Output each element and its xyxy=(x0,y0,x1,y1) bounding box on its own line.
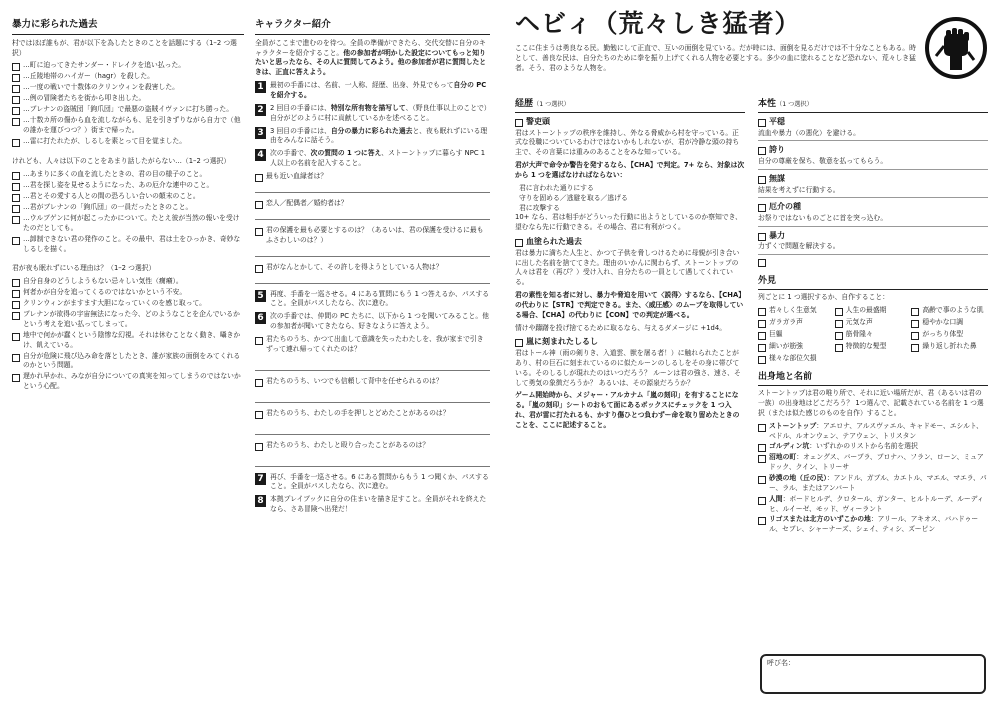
nature-custom[interactable] xyxy=(758,257,988,267)
checkbox[interactable] xyxy=(835,344,843,352)
traits-column xyxy=(758,96,988,536)
checkbox[interactable] xyxy=(12,194,20,202)
checkbox[interactable] xyxy=(255,379,263,387)
question-option-text: 恋人／配偶者／婚約者は？ xyxy=(266,198,348,207)
step-number: 4 xyxy=(255,149,266,161)
checkbox[interactable] xyxy=(758,320,766,328)
checkbox[interactable] xyxy=(12,279,20,287)
step-4 xyxy=(255,149,490,169)
violent-past-column xyxy=(12,18,244,393)
deed-option[interactable] xyxy=(12,116,244,136)
checkbox[interactable] xyxy=(255,174,263,182)
rumor-option[interactable] xyxy=(12,170,244,180)
night-option-text: クリンウィンがますます大胆になっていくのを感じ取って。 xyxy=(23,299,206,308)
question-option-text: 君たちのうち、いつでも信頼して背中を任せられるのは？ xyxy=(266,376,443,385)
playbook-intro: ここに住まうは勇良なる民。勤勉にして正直で、互いの面倒を見ている。だが時には、面倒を見るだけでは不十分なこともある。時として、善良な民は、自分たちのために拳を振り上げてくれる人物を必要とする。多少の血に塗れることなど恐れない、荒々しき猛者。そう、君のような人物を。 xyxy=(515,44,916,73)
deed-option[interactable] xyxy=(12,105,244,115)
night-option-text: 何者かが自分を追ってくるのではないかという不安。 xyxy=(23,288,187,297)
nature-name: 厄介の種 xyxy=(769,202,801,212)
background-text: 君は暴力に満ちた人生と、かつて子供を脅しつけるために母親が引き合いに出した名前を捨ててきた。理由のいかんに関わらず、ストーントップの人々は君を（再び？）受け入れ、自分たちの一員として遇してくれている。 xyxy=(515,248,740,287)
checkbox[interactable] xyxy=(758,176,766,184)
nature-text: 結果を考えずに行動する。 xyxy=(758,185,840,194)
deed-option-text: …一度の戦いで十数体のクリンウィンを殺害した。 xyxy=(23,83,179,92)
background-move: 君が大声で命令か警告を発するなら、【CHA】で判定。7+ なら、対象は次から 1 つを選ばなければならない： xyxy=(515,161,745,180)
nature-text: 流血や暴力（の悪化）を避ける。 xyxy=(758,128,860,137)
step-7: 7 再び、手番を一巡させる。6 にある質問からもう 1 つ聞くか、パスすること。全員がパスしたなら、次に進む。 xyxy=(255,473,490,493)
step-text-bold: 自分の暴力に彩られた過去 xyxy=(330,126,413,135)
question-option[interactable] xyxy=(255,441,490,451)
checkbox[interactable] xyxy=(12,107,20,115)
looks-option-text: 繰り返し折れた鼻 xyxy=(922,342,977,351)
looks-option-text: 高齢で事のような肌 xyxy=(922,306,984,315)
deeds-list xyxy=(12,61,244,147)
checkbox[interactable] xyxy=(255,201,263,209)
origin-heading: 出身地と名前 xyxy=(758,371,988,386)
looks-option[interactable] xyxy=(911,330,988,340)
checkbox[interactable] xyxy=(758,424,766,432)
checkbox[interactable] xyxy=(758,344,766,352)
origin-names: ボードヒルデ、クロタール、ガンター、ヒルトルーデ、ルーディヒ、ルイーゼ、モッド、ヴィーラント xyxy=(769,494,984,513)
night-option[interactable] xyxy=(12,310,244,330)
checkbox[interactable] xyxy=(12,96,20,104)
looks-options xyxy=(758,306,988,365)
checkbox[interactable] xyxy=(12,118,20,126)
nature-list xyxy=(758,116,988,255)
question-option[interactable] xyxy=(255,199,490,209)
step-text-bold: 次の質問の 1 つに答え xyxy=(310,149,382,158)
looks-intro: 列ごとに 1 つ選択するか、自作すること： xyxy=(758,293,889,302)
checkbox[interactable] xyxy=(911,308,919,316)
origin-text: リゴスまたは北方のいずこかの地：アリール、アキオス、バハドゥール、セブレ、シャーナーズ、シェイ、ティシ、ズーピン xyxy=(769,515,979,534)
nature-option[interactable] xyxy=(758,116,988,128)
origin-text: 砂漠の地（丘の民）：アンドル、ガブル、カエトル、マエル、マエラ、パー、ラル、またはアンバート xyxy=(769,474,987,492)
step4-questions xyxy=(255,172,490,284)
nature-text: 力ずくで問題を解決する。 xyxy=(758,242,840,251)
rumor-option[interactable] xyxy=(12,214,244,234)
step-text xyxy=(270,127,490,147)
night-option-text: 自分自身のどうしようもない忌々しい気性（癇癪）。 xyxy=(23,277,183,286)
background-move-option: 君に言われた通りにする xyxy=(519,183,594,192)
deed-option[interactable] xyxy=(12,94,244,104)
background-name: 血塗られた過去 xyxy=(526,237,582,247)
step-text xyxy=(270,81,490,101)
looks-option[interactable] xyxy=(758,342,835,352)
looks-option[interactable] xyxy=(911,318,988,328)
checkbox[interactable] xyxy=(12,354,20,362)
but-intro: けれども、人々は以下のことをあまり話したがらない…（1–2 つ選択） xyxy=(12,157,231,166)
checkbox[interactable] xyxy=(12,333,20,341)
background-column xyxy=(515,96,745,434)
origin-names: アンドル、ガブル、カエトル、マエル、マエラ、パー、ラル、またはアンバート xyxy=(769,474,987,492)
looks-option[interactable] xyxy=(758,330,835,340)
looks-option-text: ガラガラ声 xyxy=(769,318,803,327)
nature-option[interactable] xyxy=(758,144,988,156)
question-option[interactable] xyxy=(255,226,490,246)
looks-option-text: 穏やかな口調 xyxy=(922,318,964,327)
question-option-text: 君の保護を最も必要とするのは？（あるいは、君の保護を受けるに最もふさわしいのは？） xyxy=(266,225,484,244)
deed-option[interactable] xyxy=(12,72,244,82)
checkbox[interactable] xyxy=(835,308,843,316)
rumor-option-text: …卸制できない君の発作のこと。その最中、君は土をひっかき、奇妙なしるしを描く。 xyxy=(23,234,241,253)
checkbox[interactable] xyxy=(12,205,20,213)
step6-questions xyxy=(255,335,490,467)
step-text-plain: 2 回目の手番には、 xyxy=(270,103,331,112)
nature-name: 無謀 xyxy=(769,173,785,183)
background-move-option: 君に攻撃する xyxy=(519,203,560,212)
origin-names: オェングス、バーブラ、ブロナハ、フラン、ローン、ミュアドック、クイン、トリーサ xyxy=(769,453,984,472)
origin-text: 沼地の町：オェングス、バーブラ、ブロナハ、フラン、ローン、ミュアドック、クイン、トリーサ xyxy=(769,453,984,472)
origin-text: 人間：ボードヒルデ、クロタール、ガンター、ヒルトルーデ、ルーディヒ、ルイーゼ、モッド、ヴィーラント xyxy=(769,494,984,513)
background-name: 警吏頭 xyxy=(526,117,550,127)
intro-column xyxy=(255,18,490,518)
steps-1-4 xyxy=(255,81,490,169)
step-number: 3 xyxy=(255,127,266,139)
checkbox[interactable] xyxy=(911,332,919,340)
question-option-text: 君たちのうち、かつて出血して意識を失ったわたしを、我が家まで引きずって連れ帰ってくれたのは？ xyxy=(266,334,484,353)
checkbox[interactable] xyxy=(758,455,766,463)
looks-option[interactable] xyxy=(758,318,835,328)
rumor-option-text: …あまりに多くの血を流したときの、君の目の様子のこと。 xyxy=(23,169,207,178)
nature-text: お祭りではないものごとに首を突っ込む。 xyxy=(758,213,888,222)
checkbox[interactable] xyxy=(12,312,20,320)
origin-place: ゴルディン坑 xyxy=(769,442,810,451)
background-list xyxy=(515,116,745,431)
question-option-text: 君がなんとかして、その許しを得ようとしている人物は？ xyxy=(266,262,443,271)
rumor-option-text: …ウルブゲンに何が起こったかについて。たとえ彼が当然の報いを受けたのだとしても。 xyxy=(23,213,240,232)
background-move: 君の素性を知る者に対し、暴力や脅迫を用いて〈説得〉するなら、【CHA】の代わりに【STR】で判定できる。また、〈威圧感〉のムーブを取得している場合、【CHA】の代わりに【CON】での判定が選べる。 xyxy=(515,291,744,319)
looks-option[interactable] xyxy=(911,342,988,352)
deed-option[interactable] xyxy=(12,83,244,93)
nature-name: 暴力 xyxy=(769,230,785,240)
looks-option-text: 若々しく生意気 xyxy=(769,306,817,315)
origin-list xyxy=(758,422,988,535)
night-option[interactable] xyxy=(12,299,244,309)
checkbox[interactable] xyxy=(515,119,523,127)
call-name-field[interactable] xyxy=(760,654,986,694)
question-option[interactable] xyxy=(255,335,490,355)
rumor-option[interactable] xyxy=(12,181,244,191)
checkbox[interactable] xyxy=(758,476,766,484)
night-option[interactable] xyxy=(12,331,244,351)
night-option-text: 自分が危険に飛び込み命を落としたとき、誰が家族の面倒をみてくれるのかという問題。 xyxy=(23,351,241,370)
checkbox[interactable] xyxy=(758,332,766,340)
checkbox[interactable] xyxy=(12,74,20,82)
checkbox[interactable] xyxy=(835,320,843,328)
looks-option-text: 様々な部位欠損 xyxy=(769,354,817,363)
question-item xyxy=(255,226,490,257)
looks-option-text: 特徴的な髪型 xyxy=(845,342,887,351)
checkbox[interactable] xyxy=(255,443,263,451)
rumor-option[interactable] xyxy=(12,203,244,213)
checkbox[interactable] xyxy=(758,147,766,155)
checkbox[interactable] xyxy=(255,337,263,345)
origin-names: アエロナ、アルスヴァエル、キャドモー、エシルト、ベドル、ルオンウェン、テアウェン、トリスタン xyxy=(769,421,983,440)
background-move-option: 守りを固める／逃避を取る／逃げる xyxy=(519,193,628,202)
checkbox[interactable] xyxy=(255,411,263,419)
step-2 xyxy=(255,104,490,124)
call-name-label: 呼び名： xyxy=(767,659,795,667)
step-text-bold: 自分の PC を紹介する。 xyxy=(270,81,487,99)
looks-option[interactable] xyxy=(758,354,835,364)
checkbox[interactable] xyxy=(911,344,919,352)
question-option-text: 君たちのうち、わたしと殴り合ったことがあるのは？ xyxy=(266,440,430,449)
checkbox[interactable] xyxy=(12,85,20,93)
question-option-text: 君たちのうち、わたしの手を押しとどめたことがあるのは？ xyxy=(266,408,450,417)
night-option-text: 地中で何かが蠢くという陰惨な幻視。それは休むことなく動き、囁きかけ、飢えている。 xyxy=(23,330,241,349)
nature-item xyxy=(758,173,988,198)
checkbox[interactable] xyxy=(12,172,20,180)
checkbox[interactable] xyxy=(12,139,20,147)
checkbox[interactable] xyxy=(12,216,20,224)
background-move: ゲーム開始時から、メジャー・アルカナム「嵐の刻印」を有することになる。「嵐の刻印」シートのおもて面にあるボックスにチェックを 1 つ入れ、君が雷に打たれるも、かすり傷ひとつ負わずー命を取り留めたときのことを、ここに記述すること。 xyxy=(515,391,740,429)
question-item xyxy=(255,409,490,435)
playbook-title: ヘビィ（荒々しき猛者） xyxy=(515,9,801,38)
background-option[interactable] xyxy=(515,116,745,128)
nature-item xyxy=(758,201,988,226)
question-item xyxy=(255,199,490,220)
origin-place: 人間 xyxy=(769,494,783,503)
origin-names: いずれかのリストから名前を選択 xyxy=(816,442,918,451)
checkbox[interactable] xyxy=(12,237,20,245)
looks-option-text: 巨軀 xyxy=(769,330,783,339)
step-text xyxy=(270,104,490,124)
checkbox[interactable] xyxy=(12,290,20,298)
checkbox[interactable] xyxy=(12,183,20,191)
night-option[interactable] xyxy=(12,352,244,372)
nature-item xyxy=(758,144,988,169)
nature-name: 平穏 xyxy=(769,117,785,127)
nature-option[interactable] xyxy=(758,201,988,213)
nature-item xyxy=(758,116,988,141)
but-list xyxy=(12,170,244,254)
rumor-option-text: …君を探し姿を見せるようになった、あの厄介な連中のこと。 xyxy=(23,180,214,189)
checkbox[interactable] xyxy=(255,228,263,236)
step-6: 6 次の手番では、仲間の PC たちに、以下から 1 つを聞いてみること。他の参加者が聞いてきたなら、好きなように答えよう。 xyxy=(255,312,490,332)
rumor-option[interactable] xyxy=(12,192,244,202)
nature-option[interactable] xyxy=(758,173,988,185)
deed-option-text: …ブレナンの盗賊団「鉤爪団」で最悪の盗賊イヴァンに打ち勝った。 xyxy=(23,105,234,114)
background-option[interactable] xyxy=(515,236,745,248)
origin-option[interactable] xyxy=(758,495,988,515)
step-text xyxy=(270,149,490,169)
step-text-plain: 次の手番で、 xyxy=(270,149,311,158)
night-intro: 君が夜も眠れずにいる理由は？（1–2 つ選択） xyxy=(12,264,156,273)
nature-text: 自分の尊厳を保ち、敬意を払ってもらう。 xyxy=(758,157,888,166)
origin-place: リゴスまたは北方のいずこかの地 xyxy=(769,515,871,524)
origin-option[interactable] xyxy=(758,453,988,473)
checkbox[interactable] xyxy=(255,265,263,273)
nature-option[interactable] xyxy=(758,230,988,242)
deed-option[interactable] xyxy=(12,61,244,71)
origin-option[interactable] xyxy=(758,422,988,442)
checkbox[interactable] xyxy=(758,356,766,364)
origin-place: 砂漠の地（丘の民） xyxy=(769,474,827,483)
night-option[interactable] xyxy=(12,288,244,298)
violent-past-title: 暴力に彩られた過去 xyxy=(12,18,244,35)
night-list xyxy=(12,277,244,392)
nature-name: 誇り xyxy=(769,145,785,155)
step-1 xyxy=(255,81,490,101)
background-text: 君はストーントップの秩序を維持し、外なる脅威から村を守っている。正式な役職についているわけではないかもしれないが、君が冷静な頭の持ち主で、その言葉には重みのあることをみな知っている。 xyxy=(515,128,740,157)
origin-place: ストーントップ xyxy=(769,421,817,430)
looks-option[interactable] xyxy=(835,342,912,352)
deed-option-text: …町に迫ってきたサンダー・ドレイクを追い払った。 xyxy=(23,61,186,70)
intro-text: 全員がここまで進むのを待つ。全員の準備ができたら、交代交替に自分のキャラクターを紹介すること。他の参加者が明かした設定についてもっと知りたいと思ったなら、その人に質問してみよう。他の参加者が君に質問したときは、正直に答えよう。 xyxy=(255,38,487,77)
background-heading: 経歴（1 つ選択） xyxy=(515,98,745,113)
background-move-result: 情けや躊躇を投げ捨てるために取るなら、与えるダメージに +1d4。 xyxy=(515,323,726,332)
question-option[interactable] xyxy=(255,263,490,273)
checkbox[interactable] xyxy=(758,308,766,316)
checkbox[interactable] xyxy=(758,517,766,525)
step-text-bold: 特別な所有物を描写して xyxy=(330,103,406,112)
question-item xyxy=(255,377,490,403)
origin-option[interactable] xyxy=(758,474,988,494)
origin-intro: ストーントップは君の唯り所で、それに近い場所だが、君（あるいは君の一族）の出身地はどこだろう？ 1つ選んで、記載されている名前を 1 つ選択（または似た感じのものを自作）すること。 xyxy=(758,389,984,417)
question-item xyxy=(255,335,490,371)
checkbox[interactable] xyxy=(758,444,766,452)
step-text-rest: 、ストーントップに暮らす NPC 1 人以上の名前を記入すること。 xyxy=(270,149,486,168)
deed-option-text: …雷に打たれたが、しるしを素とって目を覚ました。 xyxy=(23,137,186,146)
nature-heading: 本性（1 つ選択） xyxy=(758,98,988,113)
deed-option[interactable] xyxy=(12,137,244,147)
checkbox[interactable] xyxy=(758,119,766,127)
question-option-text: 最も近い血縁者は？ xyxy=(266,171,328,180)
origin-option[interactable] xyxy=(758,515,988,535)
question-option[interactable] xyxy=(255,377,490,387)
checkbox[interactable] xyxy=(758,497,766,505)
checkbox[interactable] xyxy=(911,320,919,328)
question-item xyxy=(255,263,490,284)
looks-option[interactable] xyxy=(835,306,912,316)
deed-option-text: …十数カ所の傷から血を流しながらも、足を引きずりながら自力で（他の誰かを運びつつ？）街まで帰った。 xyxy=(23,116,241,135)
looks-option-text: がっちり体型 xyxy=(922,330,964,339)
step-text-plain: 最初の手番には、名前、一人称、経歴、出身、外見でもって xyxy=(270,81,454,90)
step-5: 5 再度、手番を一巡させる。4 にある質問にもう 1 つ答えるか、パスすること。全員がパスしたなら、次に進む。 xyxy=(255,290,490,310)
origin-text: ストーントップ：アエロナ、アルスヴァエル、キャドモー、エシルト、ベドル、ルオンウェン、テアウェン、トリスタン xyxy=(769,421,983,440)
deed-option-text: …例の冒険者たちを街から叩き出した。 xyxy=(23,94,146,103)
background-move-result: 10+ なら、君は相手がどういった行動に出ようとしているのか察知でき、望むなら先に行動できる。その場合、君に有利がつく。 xyxy=(515,213,742,232)
step-text-rest: 、（野良仕事以上のことで）自分がどのように村に貢献しているかを述べること。 xyxy=(270,103,488,122)
origin-place: 沼地の町 xyxy=(769,453,797,462)
step-text-rest: と、夜も眠れずにいる理由をみんなに話そう。 xyxy=(270,126,488,145)
checkbox[interactable] xyxy=(758,204,766,212)
question-item xyxy=(255,441,490,467)
looks-option-text: 元気な声 xyxy=(845,318,873,327)
deed-option-text: …丘陵地帯のハイガー（hagr）を殺した。 xyxy=(23,72,154,81)
background-name: 嵐に刻まれたしるし xyxy=(526,337,598,347)
looks-option-text: 細いが筋強 xyxy=(769,342,803,351)
background-option[interactable] xyxy=(515,336,745,348)
looks-option-text: 人生の最盛期 xyxy=(845,306,887,315)
fist-icon xyxy=(924,16,988,80)
rumor-option-text: …君がブレナンの「鉤爪団」の一員だったときのこと。 xyxy=(23,202,193,211)
checkbox[interactable] xyxy=(12,374,20,382)
looks-option[interactable] xyxy=(758,306,835,316)
checkbox[interactable] xyxy=(515,339,523,347)
deeds-intro: 村ではほぼ誰もが、君が以下を為したときのことを話題にする（1–2 つ選択） xyxy=(12,38,237,57)
step-text-plain: 3 回目の手番には、 xyxy=(270,126,331,135)
question-item xyxy=(255,172,490,193)
step-number: 2 xyxy=(255,104,266,116)
checkbox[interactable] xyxy=(12,63,20,71)
checkbox[interactable] xyxy=(12,301,20,309)
nature-item xyxy=(758,230,988,255)
looks-option[interactable] xyxy=(835,330,912,340)
origin-text: ゴルディン坑：いずれかのリストから名前を選択 xyxy=(769,442,918,451)
step-3 xyxy=(255,127,490,147)
looks-option[interactable] xyxy=(835,318,912,328)
night-option-text: ブレナンが欲得の宇宙無法になった今、どのようなことを企んでいるかという考えを追い払ってしまって。 xyxy=(23,310,240,329)
step-number: 1 xyxy=(255,81,266,93)
origin-names: アリール、アキオス、バハドゥール、セブレ、シャーナーズ、シェイ、ティシ、ズーピン xyxy=(769,515,979,534)
origin-option[interactable] xyxy=(758,442,988,452)
rumor-option[interactable] xyxy=(12,235,244,255)
intro-title: キャラクター紹介 xyxy=(255,18,490,35)
background-text: 君はトール神（雨の剣りき、入道雲、獣を屠る者！）に触れられたことがあり、村の巨石に刻まれているのに似たルーンのしるしをその身に帯びている。そのしるしが現れたのはいつだろう？ ルーンは君の強さ、速さ、そして勇気の象徴だろうか？ あるいは、その源泉だろうか？ xyxy=(515,349,741,387)
night-option[interactable] xyxy=(12,277,244,287)
step-8: 8 本拠プレイブックに自分の住まいを描き足すこと。全員がそれを終えたなら、さあ冒険へ出発だ！ xyxy=(255,495,490,515)
question-option[interactable] xyxy=(255,172,490,182)
night-option-text: 遅かれ早かれ、みなが自分についての真実を知ってしまうのではないかという心配。 xyxy=(23,372,241,391)
checkbox[interactable] xyxy=(515,239,523,247)
looks-heading: 外見 xyxy=(758,275,988,290)
looks-option[interactable] xyxy=(911,306,988,316)
checkbox[interactable] xyxy=(835,332,843,340)
question-option[interactable] xyxy=(255,409,490,419)
night-option[interactable] xyxy=(12,372,244,392)
rumor-option-text: …君とその愛する人との間の恐ろしい合いの顛末のこと。 xyxy=(23,191,200,200)
looks-option-text: 筋骨隆々 xyxy=(845,330,873,339)
checkbox[interactable] xyxy=(758,233,766,241)
